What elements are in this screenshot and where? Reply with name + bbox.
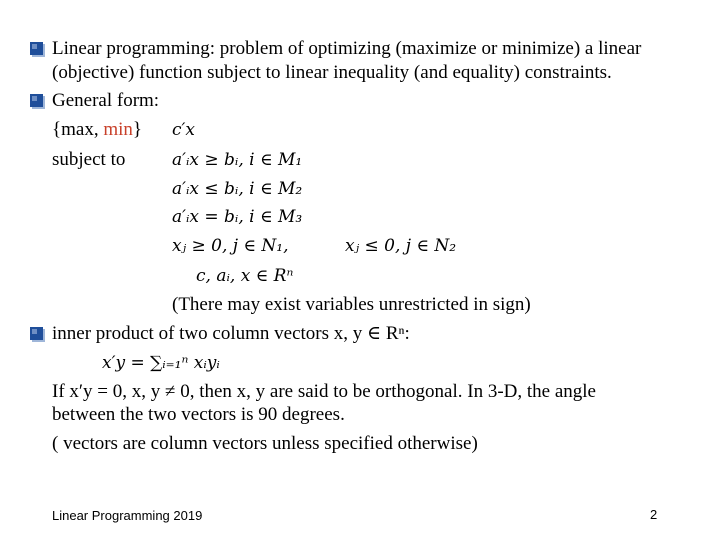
constraint-ge: a′ᵢx ≥ bᵢ, i ∈ M₁: [172, 150, 303, 170]
bullet-square-icon: [30, 94, 46, 112]
objective-max: {max,: [52, 119, 104, 140]
bullet-1-line-1: Linear programming: problem of optimizing (maximize or minimize) a linear: [52, 38, 642, 59]
inner-product-formula: x′y = ∑ᵢ₌₁ⁿ xᵢyᵢ: [102, 353, 220, 373]
objective-expression: c′x: [172, 120, 195, 140]
sign-constraint-nonneg: xⱼ ≥ 0, j ∈ N₁,: [172, 236, 289, 256]
inner-product-line: inner product of two column vectors x, y ∈ Rⁿ:: [52, 323, 410, 344]
subject-to-label: subject to: [52, 149, 126, 170]
sign-constraint-nonpos: xⱼ ≤ 0, j ∈ N₂: [345, 236, 457, 256]
objective-brace: }: [132, 119, 143, 140]
orthogonal-line-1: If x′y = 0, x, y ≠ 0, then x, y are said to be orthogonal. In 3-D, the angle: [52, 381, 596, 402]
orthogonal-line-2: between the two vectors is 90 degrees.: [52, 404, 345, 425]
constraint-eq: a′ᵢx = bᵢ, i ∈ M₃: [172, 207, 303, 227]
bullet-square-icon: [30, 327, 46, 345]
constraint-le: a′ᵢx ≤ bᵢ, i ∈ M₂: [172, 179, 303, 199]
objective-sense: [52, 119, 142, 141]
unrestricted-note: (There may exist variables unrestricted in sign): [172, 294, 531, 315]
objective-min: min: [103, 119, 133, 140]
bullet-1-line-2: (objective) function subject to linear inequality (and equality) constraints.: [52, 62, 612, 83]
column-vector-note: ( vectors are column vectors unless specified otherwise): [52, 433, 478, 454]
footer-title: Linear Programming 2019: [52, 508, 203, 523]
bullet-square-icon: [30, 42, 46, 60]
page-number: 2: [650, 507, 658, 522]
general-form-heading: General form:: [52, 90, 160, 111]
domain-statement: c, aᵢ, x ∈ Rⁿ: [196, 266, 294, 286]
